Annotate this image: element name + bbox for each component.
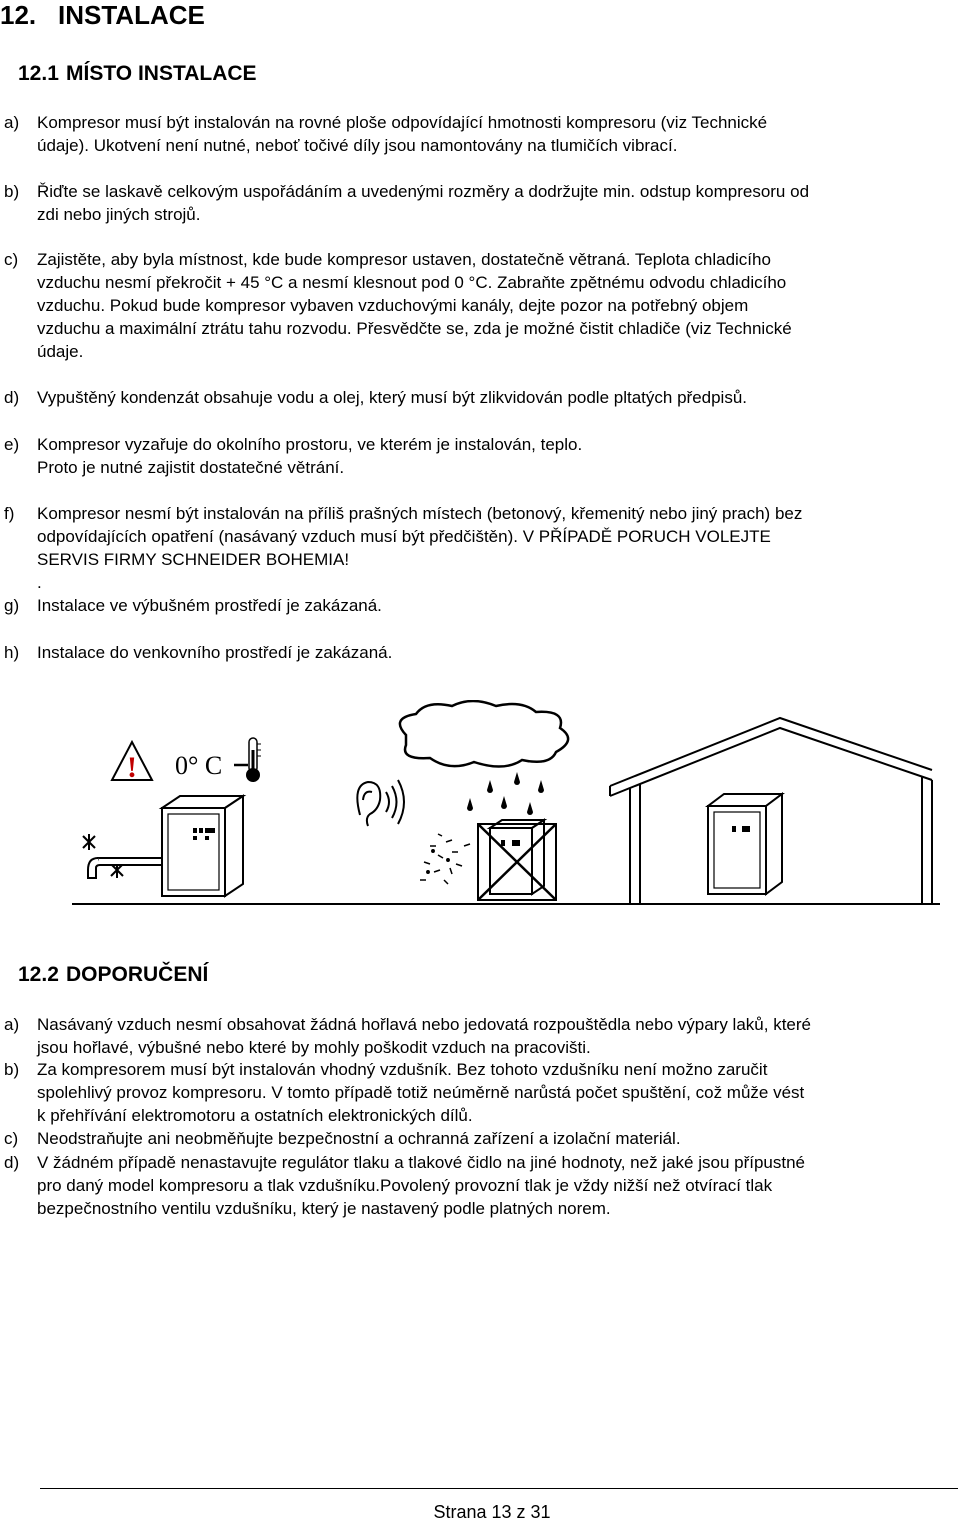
text-line: vzduchu. Pokud bude kompresor vybaven vzduchovými kanály, dejte pozor na potřebný objem — [37, 296, 749, 315]
text-line: vzduchu a maximální ztrátu tahu rozvodu. Přesvědčte se, zda je možné čistit chladiče (viz Technické — [37, 319, 792, 338]
list-item — [4, 594, 954, 617]
list-item — [4, 433, 954, 479]
list-item — [4, 641, 954, 664]
text-line: Kompresor vyzařuje do okolního prostoru, ve kterém je instalován, teplo. — [37, 435, 583, 454]
text-line: údaje. — [37, 342, 84, 361]
text-line: zdi nebo jiných strojů. — [37, 205, 201, 224]
list-item-label: d) — [4, 1153, 20, 1172]
compressor-unit — [162, 796, 243, 896]
footer-divider — [40, 1488, 958, 1489]
text-line: údaje). Ukotvení není nutné, neboť točivé díly jsou namontovány na tlumičích vibrací. — [37, 136, 678, 155]
pipe — [98, 858, 162, 865]
subsection-number: 12.1 — [18, 62, 59, 85]
text-line: Proto je nutné zajistit dostatečné větrání. — [37, 458, 345, 477]
list-item-label: a) — [4, 1015, 20, 1034]
text-line: Instalace do venkovního prostředí je zakázaná. — [37, 643, 393, 662]
list-item-label: h) — [4, 643, 20, 662]
text-line: Za kompresorem musí být instalován vhodný vzdušník. Bez tohoto vzdušníku není možno zaručit — [37, 1060, 768, 1079]
text-line: vzduchu nesmí překročit + 45 °C a nesmí klesnout pod 0 °C. Zabraňte zpětnému odvodu chladicího — [37, 273, 787, 292]
list-item — [4, 502, 954, 594]
subsection-heading — [18, 963, 208, 987]
subsection-number: 12.2 — [18, 963, 59, 986]
text-line: Instalace ve výbušném prostředí je zakázaná. — [37, 596, 382, 615]
page-number: Strana 13 z 31 — [433, 1502, 551, 1522]
cloud-icon — [400, 701, 568, 767]
snowflake-icon — [83, 834, 95, 850]
text-line: spolehlivý provoz kompresoru. V tomto případě totiž neúměrně narůstá počet spuštění, což může vést — [37, 1083, 805, 1102]
text-line: Vypuštěný kondenzát obsahuje vodu a olej, který musí být zlikvidován podle pltatých předpisů. — [37, 388, 748, 407]
text-line: odpovídajících opatření (nasávaný vzduch musí být předčištěn). V PŘÍPADĚ PORUCH VOLEJTE — [37, 527, 771, 546]
list-item — [4, 1013, 954, 1059]
text-line: pro daný model kompresoru a tlak vzdušníku.Povolený provozní tlak je vždy nižší než otvírací tlak — [37, 1176, 773, 1195]
text-line: k přehřívání elektromotoru a ostatních elektronických dílů. — [37, 1106, 473, 1125]
text-line: Nasávaný vzduch nesmí obsahovat žádná hořlavá nebo jedovatá rozpouštědla nebo výpary laků, které — [37, 1015, 811, 1034]
warning-icon — [112, 742, 152, 784]
list-item — [4, 1151, 954, 1220]
list-item-label: a) — [4, 113, 20, 132]
thermometer-icon — [246, 738, 261, 782]
list-item-label: c) — [4, 250, 19, 269]
ear-icon — [357, 782, 380, 826]
temperature-label: 0° C — [175, 751, 223, 780]
list-item-label: b) — [4, 1060, 20, 1079]
sound-waves-icon — [386, 780, 404, 824]
text-line: Řiďte se laskavě celkovým uspořádáním a uvedenými rozměry a dodržujte min. odstup kompresoru od — [37, 182, 810, 201]
list-item-label: e) — [4, 435, 20, 454]
section-number: 12. — [0, 0, 37, 30]
compressor-unit — [708, 794, 782, 894]
prohibited-compressor — [478, 820, 556, 900]
list-item — [4, 1058, 954, 1127]
text-line: jsou hořlavé, výbušné nebo které by mohly poškodit vzduch na pracovišti. — [37, 1038, 591, 1057]
list-item-label: c) — [4, 1129, 19, 1148]
list-item — [4, 386, 954, 409]
text-line: . — [37, 573, 42, 592]
list-item-label: b) — [4, 182, 20, 201]
rain-icon — [467, 772, 544, 815]
text-line: Kompresor nesmí být instalován na příliš prašných místech (betonový, křemenitý nebo jiný prach) bez — [37, 504, 803, 523]
list-item-label: d) — [4, 388, 20, 407]
text-line: Kompresor musí být instalován na rovné ploše odpovídající hmotnosti kompresoru (viz Technické — [37, 113, 768, 132]
list-item — [4, 1127, 954, 1150]
text-line: Zajistěte, aby byla místnost, kde bude kompresor ustaven, dostatečně větraná. Teplota chladicího — [37, 250, 771, 269]
subsection-title: MÍSTO INSTALACE — [66, 62, 257, 85]
section-heading — [0, 1, 205, 29]
list-item — [4, 248, 954, 363]
list-item-label: f) — [4, 504, 15, 523]
section-title: INSTALACE — [58, 0, 205, 30]
text-line: SERVIS FIRMY SCHNEIDER BOHEMIA! — [37, 550, 350, 569]
text-line: Neodstraňujte ani neobměňujte bezpečnostní a ochranná zařízení a izolační materiál. — [37, 1129, 681, 1148]
dust-icon — [420, 834, 470, 884]
subsection-heading — [18, 62, 257, 86]
list-item — [4, 180, 954, 226]
subsection-title: DOPORUČENÍ — [66, 963, 209, 986]
list-item — [4, 111, 954, 157]
installation-illustration — [60, 700, 940, 910]
list-item-label: g) — [4, 596, 20, 615]
warning-symbol: ! — [127, 751, 137, 784]
text-line: V žádném případě nenastavujte regulátor tlaku a tlakové čidlo na jiné hodnoty, než jaké jsou přípustné — [37, 1153, 806, 1172]
text-line: bezpečnostního ventilu vzdušníku, který je nastavený podle platných norem. — [37, 1199, 611, 1218]
